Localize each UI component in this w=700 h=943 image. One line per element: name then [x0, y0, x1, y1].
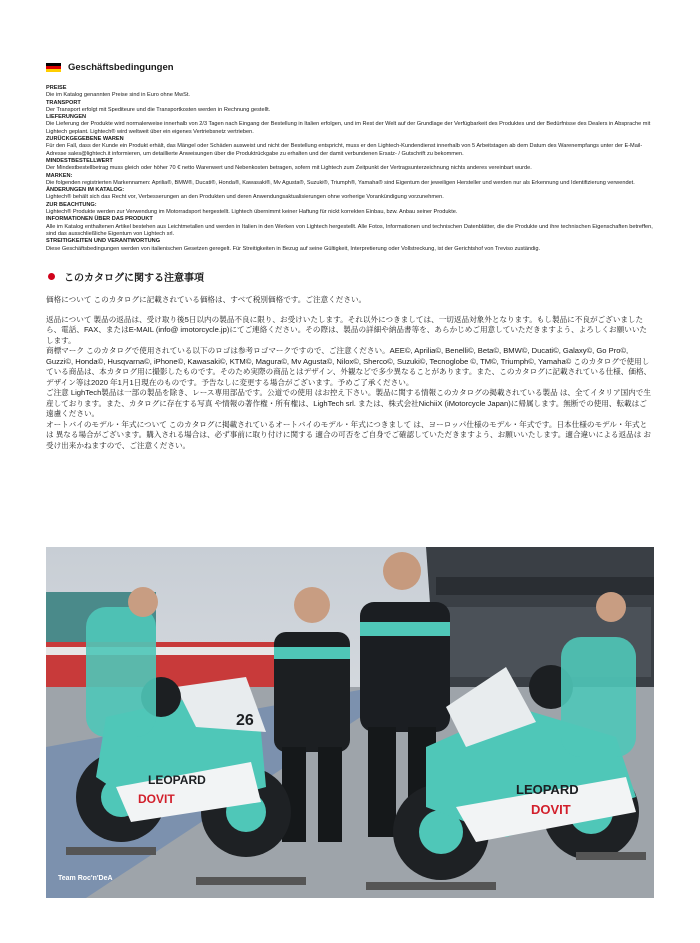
german-terms — [46, 85, 654, 253]
photo-caption: Team Roc'n'DeA — [58, 875, 113, 882]
japanese-price-note: 価格について このカタログに記載されている価格は、すべて税別価格です。ご注意ください。 — [46, 294, 367, 304]
german-heading — [46, 62, 654, 73]
term-title: INFORMATIONEN ÜBER DAS PRODUKT — [46, 216, 153, 223]
japanese-paragraph: 返品について 製品の返品は、受け取り後5日以内の製品不良に限り、お受けいたします。それ以外につきましては、一切返品対象外となります。もし製品に不良がございましたら、電話、FAX、またはE-MAIL (info@ imotorcycle.jp)にてご連絡ください。その際は、製品の詳細や納品書等を、あらかじめご用意していただきますよう、よろしくお願いいたします。 — [46, 314, 648, 345]
german-heading-text: Geschäftsbedingungen — [68, 62, 174, 73]
brand-label-right: DOVIT — [531, 802, 571, 817]
sponsor-label-left: LEOPARD — [148, 773, 206, 787]
term-title: MARKEN: — [46, 172, 73, 179]
brand-label-left: DOVIT — [138, 792, 175, 806]
japanese-paragraph: オートバイのモデル・年式について このカタログに掲載されているオートバイのモデル・年式につきまして は、ヨーロッパ仕様のモデル・年式です。日本仕様のモデル・年式とは 異なる場合がございます。購入される場合は、必ず事前に取り付けに関する 適合の可否をご自身でご確認していただきますよう、お願いいたします。適合違いによる返品は お受け出来かねますので、ご注意ください。 — [46, 419, 652, 450]
team-photo — [46, 547, 654, 898]
term-text: Der Mindestbestellbetrag muss gleich oder höher 70 € netto Warenwert und Nebenkosten betragen, sofern mit Lightech zum Zeitpunkt der Vertragsunterzeichnung nichts anderes vereinbart wurde. — [46, 165, 532, 172]
term-title: MINDESTBESTELLWERT — [46, 157, 113, 164]
term-text: Lightech® Produkte werden zur Verwendung im Motorradsport hergestellt. Lightech übernimmt keiner Haftung für nickt korrekten Einbau, bzw. Anbau seiner Produkte. — [46, 209, 458, 216]
term-title: ZURÜCKGEGEBENE WAREN — [46, 136, 124, 143]
term-text: Für den Fall, dass der Kunde ein Produkt erhält, das Mängel oder Schäden ausweist und nicht der Bestellung entspricht, muss er den Lightech-Kundendienst innerhalb von 5 Arbeitstagen ab dem Datum des Warenempfangs unter der E-Mail-Adresse sales@lightech.it informieren, um detaillierte Anweisungen über die Produktrückgabe zu erhalten und der damit verbundenen Ersatz- / Gutschrift zu bekommen. — [46, 143, 643, 157]
term-text: Der Transport erfolgt mit Spediteure und die Transportkosten werden in Rechnung gestellt. — [46, 106, 271, 113]
sponsor-label-right: LEOPARD — [516, 782, 579, 797]
japanese-paragraph: ご注意 LighTech製品は一部の製品を除き、レース専用部品です。公道での使用 はお控え下さい。製品に関する情報このカタログの掲載されている製品 は、全てイタリア国内で生産しております。また、カタログに存在する写真 や情報の著作権・所有権は、LighTech srl. または、株式会社NichiiX (iMotorcycle Japan)に帰属します。無断での使用、転載はご遠慮ください。 — [46, 388, 651, 419]
japanese-heading — [46, 269, 654, 284]
japanese-heading-text: このカタログに関する注意事項 — [64, 272, 204, 284]
german-flag-icon — [46, 63, 61, 73]
term-title: STREITIGKEITEN UND VERANTWORTUNG — [46, 238, 161, 245]
conditions-page — [46, 62, 654, 451]
term-text: Die folgenden registrierten Markennamen: Aprilia®, BMW®, Ducati®, Honda®, Kawasaki®, Mv Agusta®, Suzuki®, Triumph®, Yamaha® sind Eigentum der jeweiligen Hersteller und werden nur als Erkennung und Identifizierung verwendet. — [46, 179, 635, 186]
japanese-notes — [46, 315, 654, 452]
term-text: Lightech® behält sich das Recht vor, Verbesserungen an den Produkten und deren Anwendungsaktualisierungen ohne vorherige Vorankündigung vorzunehmen. — [46, 194, 444, 201]
japanese-paragraph: 商標マーク このカタログで使用されている以下のロゴは参考ロゴマークですので、ご注意ください。AEE©, Aprilia©, Benelli©, Beta©, BMW©, Ducati©, Galaxy©, Go Pro©, Guzzi©, Honda©, Husqvarna©, iPhone©, Kawasaki©, KTM©, Magura©, Mv Agusta©, Nilox©, Sherco©, Suzuki©, Tecnoglobe ©, TM©, Triumph©, Yamaha© このカタログで使用している商品は、本カタログ用に撮影したものです。そのため実際の商品とはデザイン、外観などで多少異なることがあります。また、このカタログに記載されている仕様、価格、デザイン等は2020 年1月1日現在のものです。予告なしに変更する場合がございます。予めご了承ください。 — [46, 346, 652, 387]
term-title: ÄNDERUNGEN IM KATALOG: — [46, 187, 125, 194]
term-text: Die im Katalog genannten Preise sind in Euro ohne MwSt. — [46, 92, 190, 99]
term-title: ZUR BEACHTUNG: — [46, 201, 97, 208]
term-title: TRANSPORT — [46, 99, 81, 106]
term-title: PREISE — [46, 85, 67, 91]
term-text: Die Lieferung der Produkte wird normalerweise innerhalb von 2/3 Tagen nach Eingang der Bestellung in Italien erfolgen, und im Rest der Welt auf der Grundlage der Verfügbarkeit des Produktes und der Bedürfnisse des Dealers in Absprache mit Lightech geplant. Lightech® wird weltweit über ein eigenes Vertriebsnetz vertrieben. — [46, 121, 651, 135]
term-text: Diese Geschäftsbedingungen werden von italienischen Gesetzen geregelt. Für Streitigkeiten in Bezug auf seine Gültigkeit, Interpretierung oder Vollstreckung, ist der Gerichtshof von Treviso zuständig. — [46, 245, 541, 252]
term-title: LIEFERUNGEN — [46, 114, 87, 121]
term-text: Alle im Katalog enthaltenen Artikel bestehen aus Leichtmetallen und werden in Italien in den Werken von Lightech hergestellt. Alle Fotos, Informationen und technischen Datenblätter, die die Produkte und ihre technischen Eigenschaften betreffen, sind das ausschließliche Eigentum von Lightech srl. — [46, 223, 653, 237]
race-number-left: 26 — [236, 712, 254, 729]
japan-flag-icon — [46, 271, 56, 281]
